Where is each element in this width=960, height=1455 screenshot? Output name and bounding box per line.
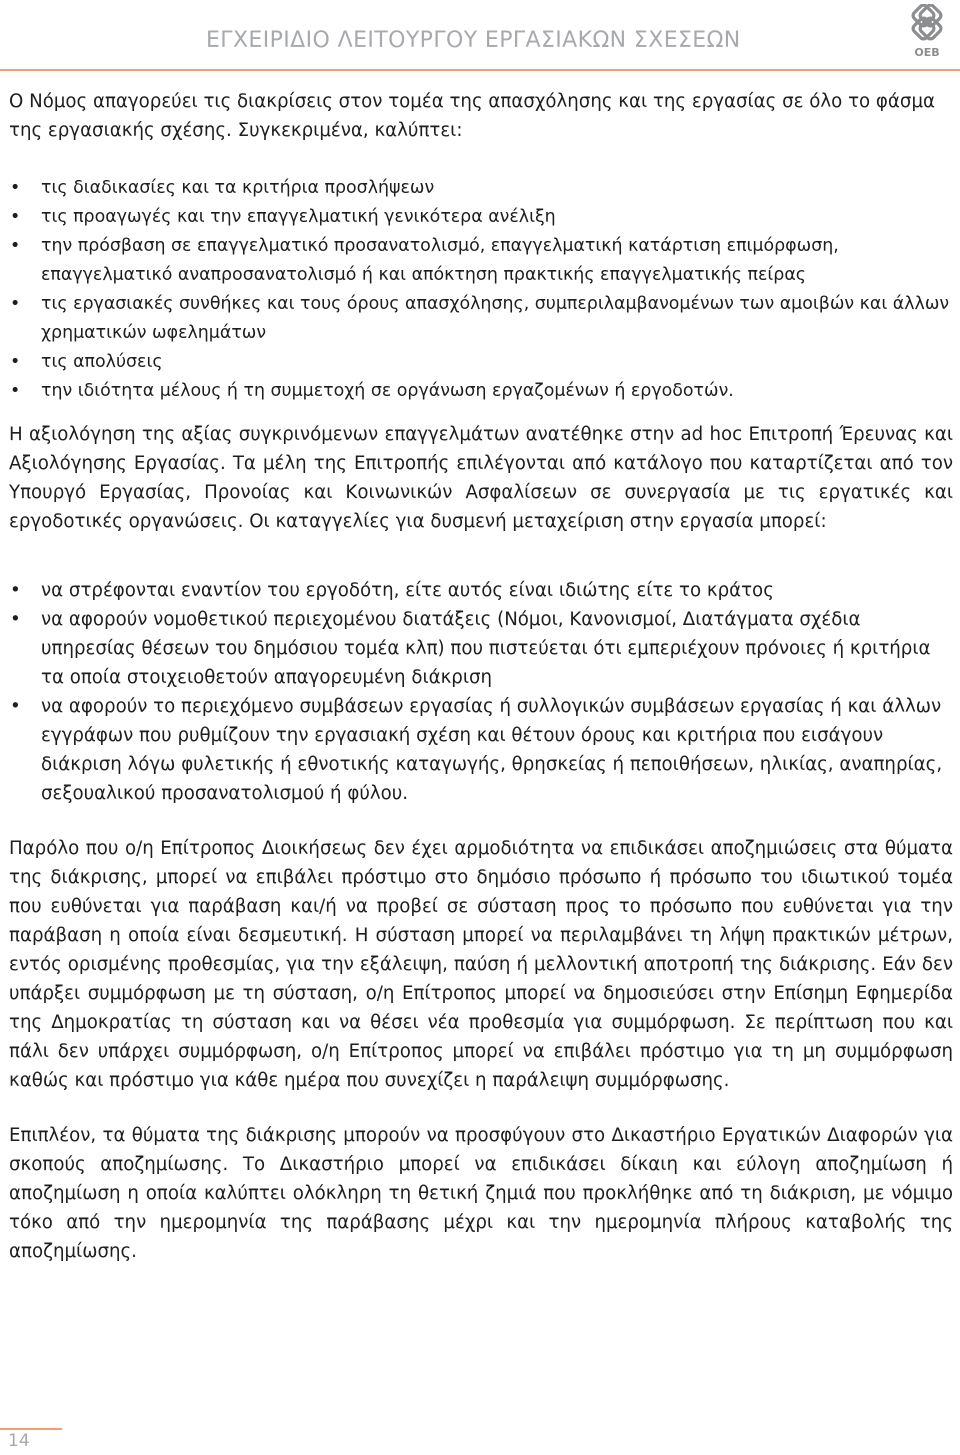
list-item: • να αφορούν νομοθετικού περιεχομένου διατάξεις (Νόμοι, Κανονισμοί, Διατάγματα σχέδια υπηρεσίας θέσεων του δημόσιου τομέα κλπ) που πιστεύεται ότι εμπεριέχουν πρόνοιες ή κριτήρια τα οποία στοιχειοθετούν απαγορευμένη διάκριση: [9, 605, 953, 692]
list-item: • τις απολύσεις: [9, 348, 953, 377]
coverage-list: [9, 174, 953, 406]
complaints-list: [9, 576, 953, 808]
footer-divider: [0, 1428, 62, 1430]
list-item: • να στρέφονται εναντίον του εργοδότη, είτε αυτός είναι ιδιώτης είτε το κράτος: [9, 576, 953, 605]
ombudsman-paragraph: Παρόλο που ο/η Επίτροπος Διοικήσεως δεν έχει αρμοδιότητα να επιδικάσει αποζημιώσεις στα θύματα της διάκρισης, μπορεί να επιβάλει πρόστιμο στο δημόσιο πρόσωπο ή πρόσωπο του ιδιωτικού τομέα που ευθύνεται για παράβαση και/ή να προβεί σε σύσταση προς το πρόσωπο που ευθύνεται για την παράβαση η οποία είναι δεσμευτική. Η σύσταση μπορεί να περιλαμβάνει τη λήψη πρακτικών μέτρων, εντός ορισμένης προθεσμίας, για την εξάλειψη, παύση ή μελλοντική αποτροπή της διάκρισης. Εάν δεν υπάρξει συμμόρφωση με τη σύσταση, ο/η Επίτροπος μπορεί να δημοσιεύσει στην Επίσημη Εφημερίδα της Δημοκρατίας τη σύσταση και να θέσει νέα προθεσμία για συμμόρφωση. Σε περίπτωση που και πάλι δεν υπάρχει συμμόρφωση, ο/η Επίτροπος μπορεί να επιβάλει πρόστιμο για τη μη συμμόρφωση καθώς και πρόστιμο για κάθε ημέρα που συνεχίζει η παράλειψη συμμόρφωσης.: [9, 838, 953, 1091]
logo-text: OEB: [914, 46, 940, 59]
evaluation-paragraph: Η αξιολόγηση της αξίας συγκρινόμενων επαγγελμάτων ανατέθηκε στην ad hoc Επιτροπή Έρευνας και Αξιολόγησης Εργασίας. Τα μέλη της Επιτροπής επιλέγονται από κατάλογο που καταρτίζεται από τον Υπουργό Εργασίας, Προνοίας και Κοινωνικών Ασφαλίσεων σε συνεργασία με τις εργατικές και εργοδοτικές οργανώσεις. Οι καταγγελίες για δυσμενή μεταχείριση στην εργασία μπορεί:: [9, 424, 953, 532]
header-divider: [0, 69, 960, 71]
list-item: • τις διαδικασίες και τα κριτήρια προσλήψεων: [9, 174, 953, 203]
list-item: • να αφορούν το περιεχόμενο συμβάσεων εργασίας ή συλλογικών συμβάσεων εργασίας ή και άλλων εγγράφων που ρυθμίζουν την εργασιακή σχέση και θέτουν όρους και κριτήρια που εισάγουν διάκριση λόγω φυλετικής ή εθνοτικής καταγωγής, θρησκείας ή πεποιθήσεων, ηλικίας, αναπηρίας, σεξουαλικού προσανατολισμού ή φύλου.: [9, 692, 953, 808]
list-item: • τις προαγωγές και την επαγγελματική γενικότερα ανέλιξη: [9, 203, 953, 232]
page-content: [9, 87, 953, 1266]
header-title: ΕΓΧΕΙΡΙΔΙΟ ΛΕΙΤΟΥΡΓΟΥ ΕΡΓΑΣΙΑΚΩΝ ΣΧΕΣΕΩΝ: [206, 28, 741, 53]
list-item: • τις εργασιακές συνθήκες και τους όρους απασχόλησης, συμπεριλαμβανομένων των αμοιβών και άλλων χρηματικών ωφελημάτων: [9, 290, 953, 348]
oeb-logo: [902, 4, 952, 60]
intro-paragraph: Ο Νόμος απαγορεύει τις διακρίσεις στον τομέα της απασχόλησης και της εργασίας σε όλο το φάσμα της εργασιακής σχέσης. Συγκεκριμένα, καλύπτει:: [9, 91, 935, 141]
list-item: • την πρόσβαση σε επαγγελματικό προσανατολισμό, επαγγελματική κατάρτιση επιμόρφωση, επαγγελματικό αναπροσανατολισμό ή και απόκτηση πρακτικής επαγγελματικής πείρας: [9, 232, 953, 290]
list-item: • την ιδιότητα μέλους ή τη συμμετοχή σε οργάνωση εργαζομένων ή εργοδοτών.: [9, 377, 953, 406]
court-paragraph: Επιπλέον, τα θύματα της διάκρισης μπορούν να προσφύγουν στο Δικαστήριο Εργατικών Διαφορών για σκοπούς αποζημίωσης. Το Δικαστήριο μπορεί να επιδικάσει δίκαιη και εύλογη αποζημίωση ή αποζημίωση η οποία καλύπτει ολόκληρη τη θετική ζημιά που προκλήθηκε από τη διάκριση, με νόμιμο τόκο από την ημερομηνία της παράβασης μέχρι και την ημερομηνία πλήρους καταβολής της αποζημίωσης.: [9, 1125, 953, 1262]
page-number: 14: [8, 1431, 30, 1451]
